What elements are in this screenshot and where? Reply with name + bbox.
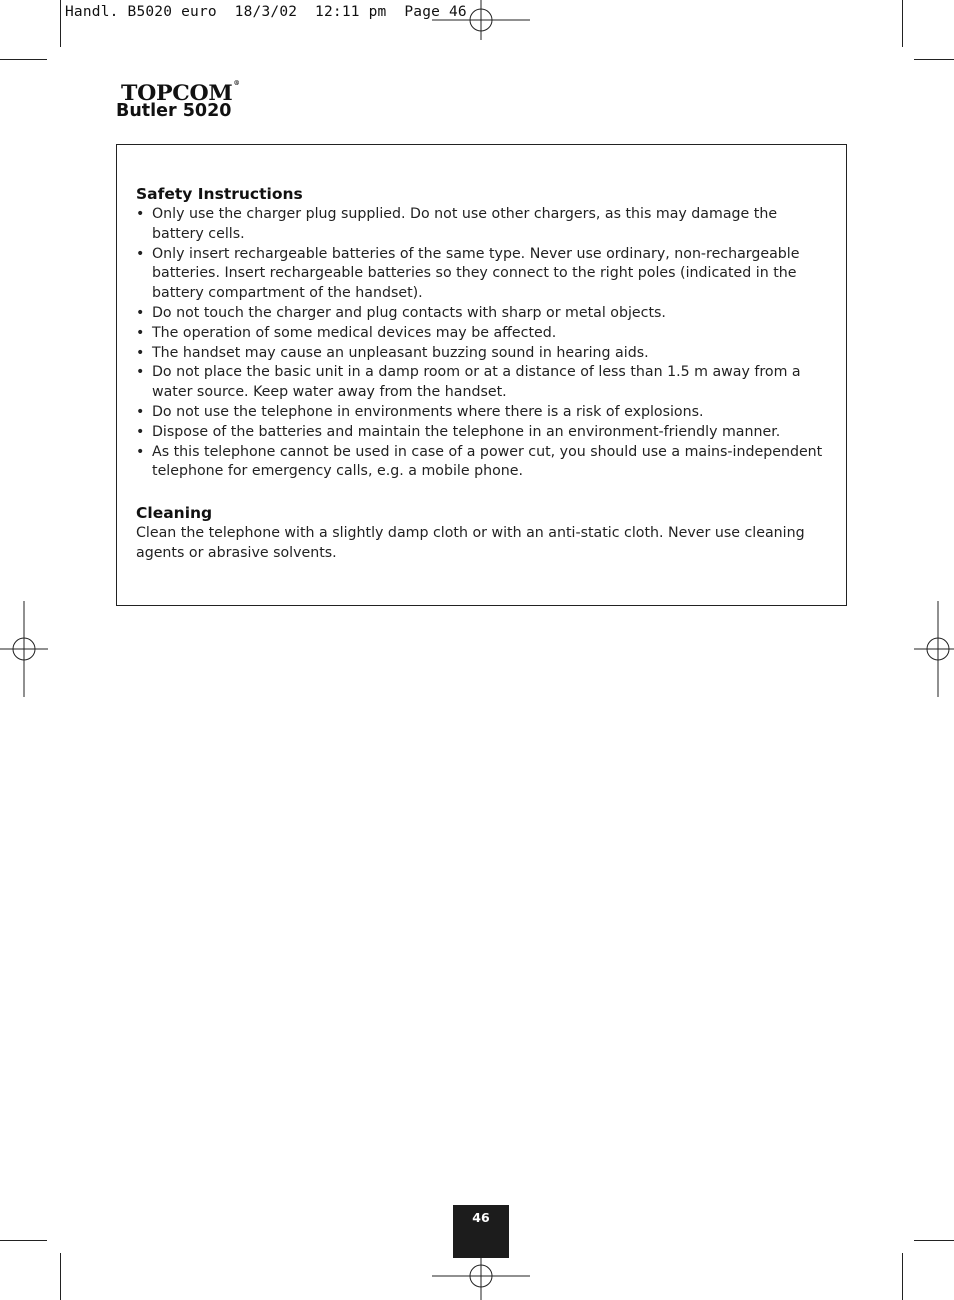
safety-item bbox=[136, 363, 826, 403]
safety-item bbox=[136, 344, 826, 364]
safety-item-text: Do not place the basic unit in a damp room or at a distance of less than 1.5 m away from a water source. Keep water away from the handset. bbox=[152, 364, 801, 401]
safety-item bbox=[136, 423, 826, 443]
content-body bbox=[136, 183, 826, 564]
bullet-icon: • bbox=[136, 245, 145, 262]
safety-item-text: As this telephone cannot be used in case of a power cut, you should use a mains-independent telephone for emergency calls, e.g. a mobile phone. bbox=[152, 443, 823, 480]
safety-item bbox=[136, 324, 826, 344]
bullet-icon: • bbox=[136, 324, 145, 341]
cleaning-text: Clean the telephone with a slightly damp cloth or with an anti-static cloth. Never use cleaning agents or abrasive solvents. bbox=[136, 525, 805, 561]
safety-item-text: The operation of some medical devices may be affected. bbox=[152, 324, 557, 341]
safety-item-text: Only insert rechargeable batteries of the same type. Never use ordinary, non-rechargeable batteries. Insert rechargeable batteries so they connect to the right poles (indicated in the battery compartment of the handset). bbox=[152, 245, 800, 302]
safety-item-text: Do not use the telephone in environments where there is a risk of explosions. bbox=[152, 403, 704, 420]
registration-mark-bottom bbox=[432, 1256, 530, 1300]
bullet-icon: • bbox=[136, 364, 145, 381]
safety-heading: Safety Instructions bbox=[136, 185, 303, 203]
cleaning-heading: Cleaning bbox=[136, 504, 213, 523]
content-box bbox=[116, 144, 847, 606]
registration-mark-left bbox=[0, 601, 48, 697]
registration-mark-top bbox=[432, 0, 530, 40]
safety-item-text: Dispose of the batteries and maintain the telephone in an environment-friendly manner. bbox=[152, 423, 781, 440]
registration-mark-right bbox=[906, 601, 954, 697]
bullet-icon: • bbox=[136, 403, 145, 420]
safety-item bbox=[136, 403, 826, 423]
safety-item-text: Do not touch the charger and plug contacts with sharp or metal objects. bbox=[152, 304, 666, 321]
bullet-icon: • bbox=[136, 443, 145, 460]
safety-item-text: The handset may cause an unpleasant buzzing sound in hearing aids. bbox=[152, 344, 649, 361]
safety-item bbox=[136, 304, 826, 324]
bullet-icon: • bbox=[136, 423, 145, 440]
safety-list bbox=[136, 205, 826, 482]
topcom-logo: TOPCOM® bbox=[121, 80, 240, 105]
print-slug-line: Handl. B5020 euro 18/3/02 12:11 pm Page 46 bbox=[65, 4, 467, 20]
safety-item-text: Only use the charger plug supplied. Do not use other chargers, as this may damage the battery cells. bbox=[152, 206, 778, 242]
page-number: 46 bbox=[453, 1205, 509, 1258]
bullet-icon: • bbox=[136, 304, 145, 321]
product-name: Butler 5020 bbox=[116, 101, 232, 121]
bullet-icon: • bbox=[136, 344, 145, 361]
safety-item bbox=[136, 443, 826, 483]
safety-item bbox=[136, 205, 826, 245]
safety-item bbox=[136, 245, 826, 304]
bullet-icon: • bbox=[136, 206, 145, 222]
